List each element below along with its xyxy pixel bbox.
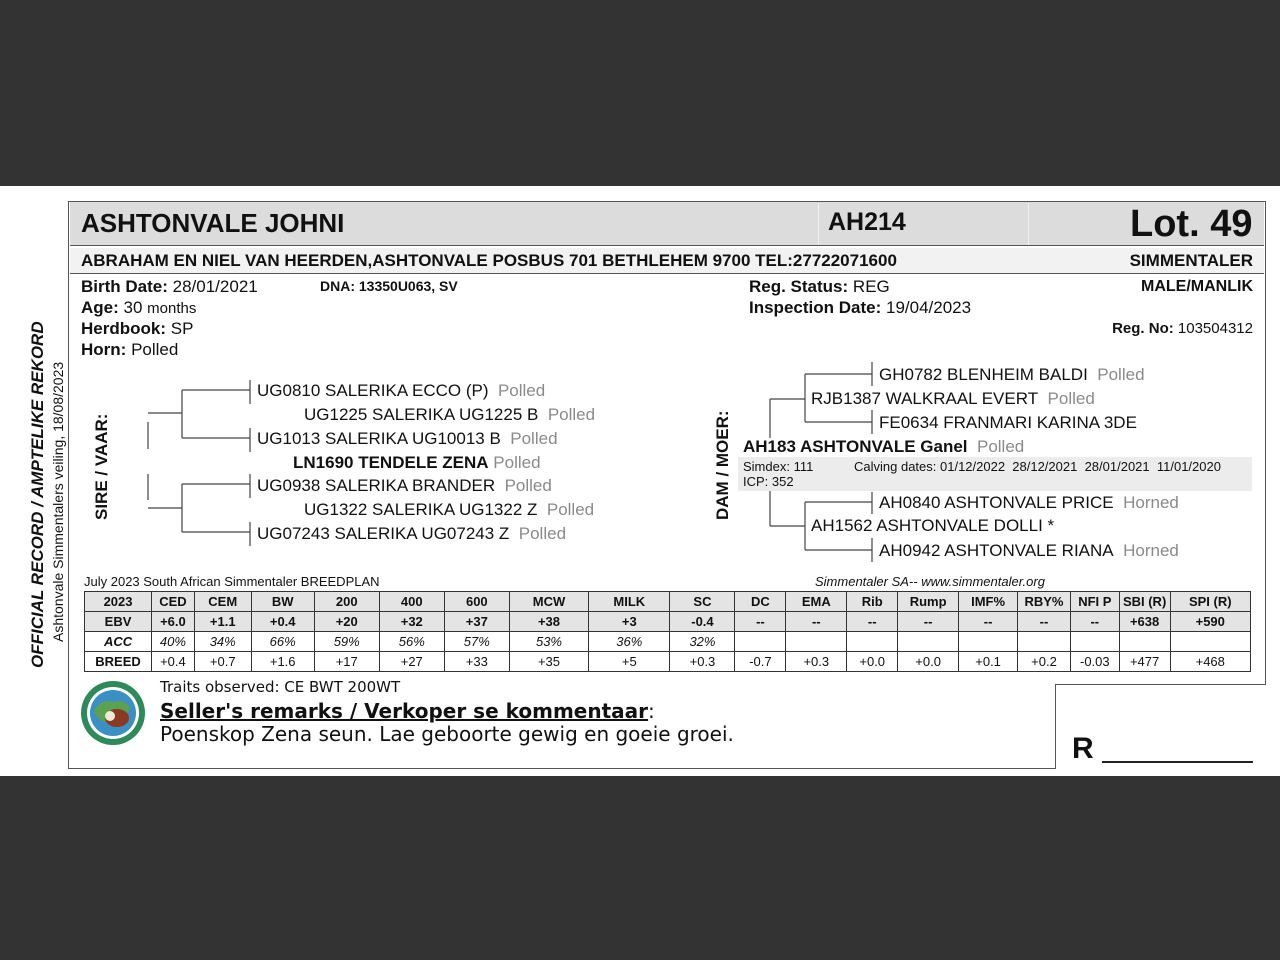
animal-code: AH214 <box>828 208 906 236</box>
table-cell: -- <box>786 612 847 632</box>
inspection-value: 19/04/2023 <box>885 298 972 317</box>
table-cell: ACC <box>85 632 152 652</box>
sire <box>293 453 541 473</box>
column-header: IMF% <box>959 592 1018 612</box>
table-cell: +17 <box>314 652 379 672</box>
result-label: R <box>1072 732 1094 765</box>
table-cell <box>1018 632 1071 652</box>
table-cell <box>959 632 1018 652</box>
table-cell: +27 <box>379 652 444 672</box>
ebv-table <box>84 591 1251 672</box>
table-cell <box>1170 632 1250 652</box>
table-cell: +0.3 <box>786 652 847 672</box>
dam-dam-dam <box>879 541 1179 561</box>
column-header: MCW <box>509 592 588 612</box>
column-header: CEM <box>194 592 251 612</box>
pedigree-name: AH183 ASHTONVALE Ganel <box>743 437 968 456</box>
breedplan-title: July 2023 South African Simmentaler BREEDPLAN <box>84 574 380 589</box>
breed-row <box>85 652 1251 672</box>
table-cell: +0.4 <box>251 612 314 632</box>
lot-number: Lot. 49 <box>1130 203 1253 245</box>
table-cell: +1.1 <box>194 612 251 632</box>
horn-value: Polled <box>131 340 179 359</box>
table-cell: -0.7 <box>735 652 786 672</box>
pedigree-horn: Polled <box>504 476 552 495</box>
sire-sire <box>304 405 595 425</box>
ebv-header-row <box>85 592 1251 612</box>
table-cell: 57% <box>444 632 509 652</box>
herdbook-value: SP <box>170 319 194 338</box>
table-cell: +6.0 <box>152 612 195 632</box>
auction-label: Ashtonvale Simmentalers veiling, 18/08/2023 <box>50 361 66 642</box>
column-header: CED <box>152 592 195 612</box>
remarks-heading-colon: : <box>648 699 655 723</box>
table-cell: +38 <box>509 612 588 632</box>
dam-dam-sire <box>879 493 1179 513</box>
table-cell: +0.2 <box>1018 652 1071 672</box>
pedigree-name: AH0942 ASHTONVALE RIANA <box>879 541 1114 560</box>
table-cell: +5 <box>589 652 670 672</box>
table-cell: +0.0 <box>847 652 898 672</box>
table-cell: +477 <box>1119 652 1170 672</box>
table-cell: +0.1 <box>959 652 1018 672</box>
pedigree-name: AH1562 ASHTONVALE DOLLI * <box>811 516 1055 535</box>
birth-date-label: Birth Date: <box>81 277 168 296</box>
pedigree-horn: Polled <box>497 381 546 400</box>
column-header: MILK <box>589 592 670 612</box>
dam-label: DAM / MOER: <box>713 410 732 520</box>
pedigree-horn: Horned <box>1123 541 1179 560</box>
column-header: NFI P <box>1070 592 1119 612</box>
sire-dam <box>304 500 594 520</box>
column-header: Rib <box>847 592 898 612</box>
pedigree-horn: Polled <box>546 500 595 519</box>
result-line[interactable] <box>1102 761 1253 763</box>
table-cell: 53% <box>509 632 588 652</box>
column-header: Rump <box>898 592 959 612</box>
column-header: DC <box>735 592 786 612</box>
dam-dam <box>811 516 1054 536</box>
table-cell: +638 <box>1119 612 1170 632</box>
owner-info: ABRAHAM EN NIEL VAN HEERDEN,ASHTONVALE POSBUS 701 BETHLEHEM 9700 TEL:27722071600 <box>81 251 897 270</box>
simmentaler-sa-logo-icon <box>80 680 146 746</box>
official-record-label: OFFICIAL RECORD / AMPTELIKE REKORD <box>28 321 47 668</box>
sire-sire-sire <box>257 381 545 401</box>
sire-dam-sire <box>257 476 552 496</box>
pedigree-name: FE0634 FRANMARI KARINA 3DE <box>879 413 1137 432</box>
age-label: Age: <box>81 298 119 317</box>
column-header: BW <box>251 592 314 612</box>
pedigree-horn: Polled <box>1047 389 1095 408</box>
reg-no-label: Reg. No: <box>1112 320 1174 337</box>
table-cell: 59% <box>314 632 379 652</box>
table-cell: -- <box>735 612 786 632</box>
pedigree-name: RJB1387 WALKRAAL EVERT <box>811 389 1039 408</box>
pedigree-horn: Polled <box>493 453 541 472</box>
pedigree-name: UG1225 SALERIKA UG1225 B <box>304 405 539 424</box>
table-cell: +0.3 <box>670 652 735 672</box>
reg-no-value: 103504312 <box>1177 320 1253 337</box>
table-cell: +0.0 <box>898 652 959 672</box>
pedigree-name: LN1690 TENDELE ZENA <box>293 453 489 472</box>
pedigree-name: UG0810 SALERIKA ECCO (P) <box>257 381 489 400</box>
pedigree-horn: Polled <box>547 405 596 424</box>
dam-sire <box>811 389 1095 409</box>
birth-date-value: 28/01/2021 <box>172 277 258 296</box>
reg-status-value: REG <box>852 277 890 296</box>
table-cell: 32% <box>670 632 735 652</box>
herdbook-label: Herdbook: <box>81 319 166 338</box>
horn-label: Horn: <box>81 340 127 359</box>
table-cell: +0.7 <box>194 652 251 672</box>
pedigree-horn: Polled <box>510 429 558 448</box>
dam-sire-dam <box>879 413 1137 433</box>
table-cell <box>1119 632 1170 652</box>
traits-observed: Traits observed: CE BWT 200WT <box>160 678 401 696</box>
column-header: SBI (R) <box>1119 592 1170 612</box>
table-cell: 40% <box>152 632 195 652</box>
pedigree-name: GH0782 BLENHEIM BALDI <box>879 365 1088 384</box>
table-cell: -- <box>959 612 1018 632</box>
age-unit: months <box>147 300 197 317</box>
sire-sire-dam <box>257 429 558 449</box>
table-cell: 66% <box>251 632 314 652</box>
age-value: 30 <box>123 298 143 317</box>
sire-dam-dam <box>257 524 566 544</box>
animal-name: ASHTONVALE JOHNI <box>81 208 345 238</box>
remarks-heading-text: Seller's remarks / Verkoper se kommentaar <box>160 699 649 723</box>
simdex: Simdex: 111 <box>743 459 814 474</box>
table-cell: -- <box>1070 612 1119 632</box>
sex: MALE/MANLIK <box>1141 278 1253 295</box>
table-cell: 56% <box>379 632 444 652</box>
icp: ICP: 352 <box>743 474 794 489</box>
table-cell: -- <box>898 612 959 632</box>
dna-info: DNA: 13350U063, SV <box>320 278 458 294</box>
table-cell: +37 <box>444 612 509 632</box>
table-cell: +3 <box>589 612 670 632</box>
table-cell <box>898 632 959 652</box>
table-cell: EBV <box>85 612 152 632</box>
pedigree-name: AH0840 ASHTONVALE PRICE <box>879 493 1114 512</box>
breed-name: SIMMENTALER <box>1129 251 1253 270</box>
reg-status-label: Reg. Status: <box>749 277 849 296</box>
pedigree-horn: Polled <box>518 524 567 543</box>
table-cell: +468 <box>1170 652 1250 672</box>
pedigree-name: UG0938 SALERIKA BRANDER <box>257 476 496 495</box>
table-cell <box>786 632 847 652</box>
table-cell: +590 <box>1170 612 1250 632</box>
table-cell <box>847 632 898 652</box>
column-header: 200 <box>314 592 379 612</box>
column-header: 600 <box>444 592 509 612</box>
table-cell: -0.4 <box>670 612 735 632</box>
table-cell: +35 <box>509 652 588 672</box>
table-cell: -0.03 <box>1070 652 1119 672</box>
column-header: RBY% <box>1018 592 1071 612</box>
dam <box>743 437 1024 457</box>
column-header: EMA <box>786 592 847 612</box>
pedigree-horn: Horned <box>1123 493 1179 512</box>
pedigree-name: UG1322 SALERIKA UG1322 Z <box>304 500 538 519</box>
table-cell <box>735 632 786 652</box>
ebv-row <box>85 612 1251 632</box>
lot-card <box>0 186 1280 776</box>
sire-label: SIRE / VAAR: <box>92 413 111 520</box>
pedigree-name: UG1013 SALERIKA UG10013 B <box>257 429 501 448</box>
acc-row <box>85 632 1251 652</box>
table-cell: +1.6 <box>251 652 314 672</box>
table-cell: 36% <box>589 632 670 652</box>
table-cell: +0.4 <box>152 652 195 672</box>
remarks-text: Poenskop Zena seun. Lae geboorte gewig en goeie groei. <box>160 722 734 746</box>
column-header: 400 <box>379 592 444 612</box>
calving-dates: Calving dates: 01/12/2022 28/12/2021 28/01/2021 11/01/2020 <box>854 459 1221 474</box>
column-header: SC <box>670 592 735 612</box>
table-cell: +33 <box>444 652 509 672</box>
column-header: SPI (R) <box>1170 592 1250 612</box>
table-cell: -- <box>1018 612 1071 632</box>
dam-sire-sire <box>879 365 1145 385</box>
pedigree-horn: Polled <box>976 437 1025 456</box>
table-cell: 34% <box>194 632 251 652</box>
inspection-label: Inspection Date: <box>749 298 882 317</box>
remarks-heading <box>160 699 655 723</box>
table-cell: +32 <box>379 612 444 632</box>
table-cell: BREED <box>85 652 152 672</box>
pedigree-horn: Polled <box>1097 365 1145 384</box>
table-cell: -- <box>847 612 898 632</box>
column-header: 2023 <box>85 592 152 612</box>
pedigree-name: UG07243 SALERIKA UG07243 Z <box>257 524 510 543</box>
table-cell: +20 <box>314 612 379 632</box>
breedplan-site: Simmentaler SA-- www.simmentaler.org <box>815 574 1045 589</box>
table-cell <box>1070 632 1119 652</box>
